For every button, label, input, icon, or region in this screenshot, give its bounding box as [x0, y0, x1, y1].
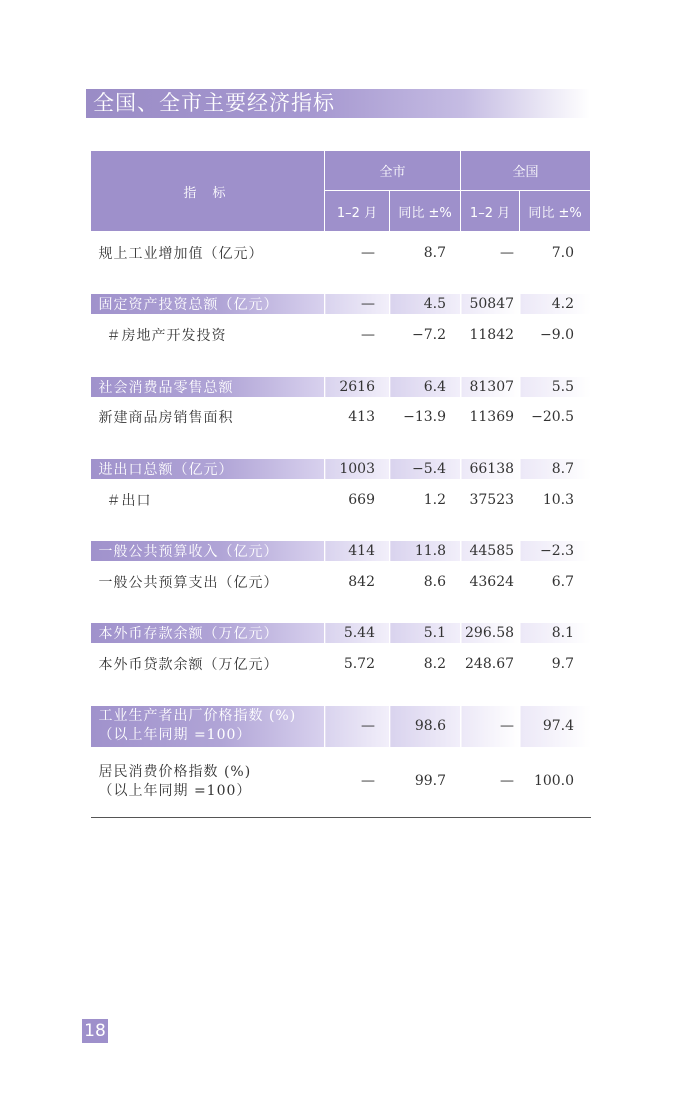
table-row [91, 459, 591, 479]
nation-yoy-value: 100.0 [520, 747, 591, 818]
city-yoy-value: 98.6 [390, 706, 461, 747]
table-row [91, 747, 591, 818]
row-label-line1: 居民消费价格指数 (%) [98, 763, 252, 780]
nation-period-value: 44585 [461, 541, 520, 561]
city-yoy-value: 11.8 [390, 541, 461, 561]
nation-yoy-value: 4.2 [520, 294, 591, 314]
city-period-value: — [325, 232, 390, 274]
table-row [91, 706, 591, 747]
nation-yoy-value: 9.7 [520, 643, 591, 684]
nation-yoy-value: −9.0 [520, 314, 591, 355]
nation-period-value: — [461, 747, 520, 818]
table-row [91, 623, 591, 643]
indicators-table [90, 150, 591, 818]
row-label-line2: （以上年同期 =100） [98, 782, 252, 799]
city-period-value: 842 [325, 561, 390, 602]
city-period-value: 2616 [325, 377, 390, 397]
city-yoy-value: −7.2 [390, 314, 461, 355]
row-label: 进出口总额（亿元） [91, 459, 325, 479]
row-label: 一般公共预算收入（亿元） [91, 541, 325, 561]
nation-yoy-value: 8.1 [520, 623, 591, 643]
row-label-line1: 工业生产者出厂价格指数 (%) [98, 708, 297, 725]
city-yoy-value: 5.1 [390, 623, 461, 643]
row-label: 规上工业增加值（亿元） [91, 232, 325, 274]
row-label-line2: （以上年同期 =100） [98, 727, 252, 744]
header-nation: 全国 [461, 151, 591, 191]
nation-yoy-value: 6.7 [520, 561, 591, 602]
row-label [91, 747, 325, 818]
row-label: ＃房地产开发投资 [91, 314, 325, 355]
nation-period-value: — [461, 706, 520, 747]
city-period-value: — [325, 706, 390, 747]
table-row [91, 643, 591, 684]
header-city: 全市 [325, 151, 461, 191]
city-yoy-value: 6.4 [390, 377, 461, 397]
city-period-value: 5.44 [325, 623, 390, 643]
table-row [91, 294, 591, 314]
row-label: 固定资产投资总额（亿元） [91, 294, 325, 314]
page-number: 18 [82, 1019, 108, 1043]
nation-period-value: 37523 [461, 479, 520, 520]
table-row [91, 232, 591, 274]
city-yoy-value: 8.7 [390, 232, 461, 274]
nation-yoy-value: 5.5 [520, 377, 591, 397]
header-city-yoy: 同比 ±% [390, 191, 461, 232]
city-period-value: — [325, 314, 390, 355]
row-label: 新建商品房销售面积 [91, 397, 325, 438]
city-yoy-value: 99.7 [390, 747, 461, 818]
city-yoy-value: 8.2 [390, 643, 461, 684]
city-period-value: 1003 [325, 459, 390, 479]
table-row [91, 397, 591, 438]
city-yoy-value: −5.4 [390, 459, 461, 479]
city-yoy-value: 4.5 [390, 294, 461, 314]
table-row [91, 314, 591, 355]
nation-period-value: 43624 [461, 561, 520, 602]
nation-yoy-value: −20.5 [520, 397, 591, 438]
city-yoy-value: 8.6 [390, 561, 461, 602]
table-row [91, 541, 591, 561]
nation-period-value: 248.67 [461, 643, 520, 684]
table-row [91, 561, 591, 602]
nation-yoy-value: 97.4 [520, 706, 591, 747]
city-period-value: — [325, 294, 390, 314]
row-label: 社会消费品零售总额 [91, 377, 325, 397]
nation-yoy-value: 10.3 [520, 479, 591, 520]
nation-yoy-value: 7.0 [520, 232, 591, 274]
page-title: 全国、全市主要经济指标 [93, 91, 335, 115]
nation-period-value: 11369 [461, 397, 520, 438]
header-nation-period: 1–2 月 [461, 191, 520, 232]
header-nation-yoy: 同比 ±% [520, 191, 591, 232]
nation-period-value: 81307 [461, 377, 520, 397]
table-row [91, 479, 591, 520]
row-label [91, 706, 325, 747]
header-city-period: 1–2 月 [325, 191, 390, 232]
header-indicator: 指 标 [91, 151, 325, 232]
city-yoy-value: 1.2 [390, 479, 461, 520]
city-period-value: 669 [325, 479, 390, 520]
city-period-value: — [325, 747, 390, 818]
table-row [91, 377, 591, 397]
row-label: 一般公共预算支出（亿元） [91, 561, 325, 602]
city-period-value: 413 [325, 397, 390, 438]
row-label: ＃出口 [91, 479, 325, 520]
row-label: 本外币贷款余额（万亿元） [91, 643, 325, 684]
nation-period-value: — [461, 232, 520, 274]
row-label: 本外币存款余额（万亿元） [91, 623, 325, 643]
nation-period-value: 66138 [461, 459, 520, 479]
nation-period-value: 50847 [461, 294, 520, 314]
nation-period-value: 296.58 [461, 623, 520, 643]
city-yoy-value: −13.9 [390, 397, 461, 438]
nation-period-value: 11842 [461, 314, 520, 355]
city-period-value: 5.72 [325, 643, 390, 684]
city-period-value: 414 [325, 541, 390, 561]
nation-yoy-value: 8.7 [520, 459, 591, 479]
nation-yoy-value: −2.3 [520, 541, 591, 561]
